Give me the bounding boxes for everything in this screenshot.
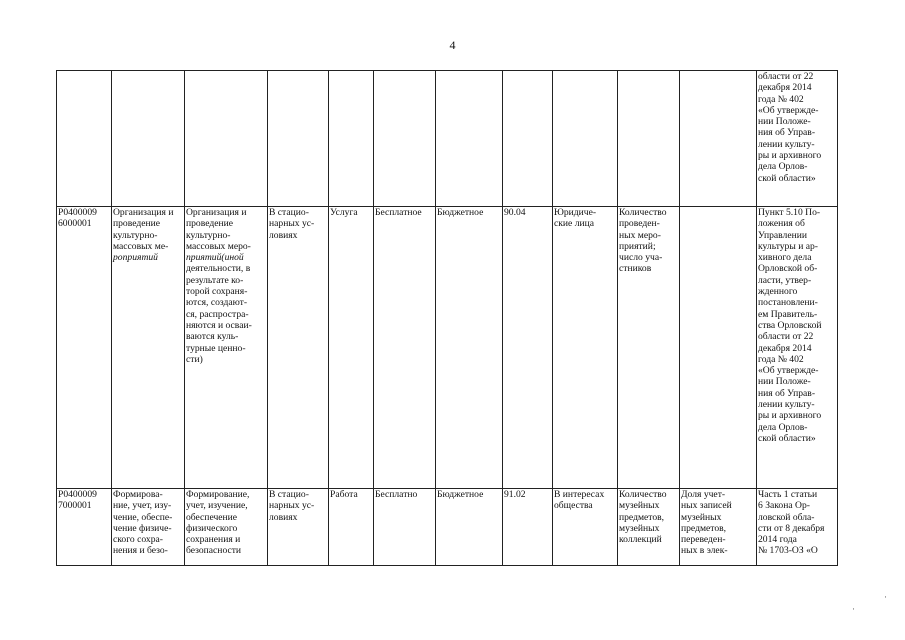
cell-okved: 91.02 xyxy=(503,489,553,566)
table-row xyxy=(57,71,838,207)
cell-volume-indicators xyxy=(618,71,680,207)
table-row xyxy=(57,207,838,489)
cell-okved xyxy=(503,71,553,207)
cell-institution-type xyxy=(436,71,503,207)
cell-quality-indicators: Доля учет- ных записей музейных предметов, переведен- ных в элек- xyxy=(680,489,757,566)
cell-name xyxy=(112,71,185,207)
cell-code: Р0400009 7000001 xyxy=(57,489,112,566)
cell-name: Формирова- ние, учет, изу- чение, обеспе- чение физиче- ского сохра- нения и безо- xyxy=(112,489,185,566)
cell-consumers: В интересах общества xyxy=(553,489,618,566)
cell-conditions: В стацио- нарных ус- ловиях xyxy=(268,489,329,566)
cell-legal-basis: Часть 1 статьи 6 Закона Ор- ловской обла- сти от 8 декабря 2014 года № 1703-ОЗ «О xyxy=(757,489,838,566)
cell-quality-indicators xyxy=(680,71,757,207)
scan-speck: · xyxy=(884,592,887,602)
cell-payment xyxy=(374,71,436,207)
cell-volume-indicators: Количество проведен- ных меро- приятий; число уча- стников xyxy=(618,207,680,489)
cell-consumers: Юридиче- ские лица xyxy=(553,207,618,489)
cell-legal-basis: Пункт 5.10 По- ложения об Управлении культуры и ар- хивного дела Орловской об- ласти, утвер- жденного постановлени- ем Правитель- ства Орловской области от 22 декабря 2014 года № 402 «Об утвержде- нии Положе- ния об Управ- лении культу- ры и архивного дела Орлов- ской области» xyxy=(757,207,838,489)
cell-content xyxy=(185,71,268,207)
cell-quality-indicators xyxy=(680,207,757,489)
services-table xyxy=(56,70,838,566)
cell-okved: 90.04 xyxy=(503,207,553,489)
scan-speck: · xyxy=(852,604,855,614)
cell-volume-indicators: Количество музейных предметов, музейных коллекций xyxy=(618,489,680,566)
cell-type: Услуга xyxy=(329,207,374,489)
cell-payment: Бесплатное xyxy=(374,207,436,489)
cell-code xyxy=(57,71,112,207)
cell-type: Работа xyxy=(329,489,374,566)
cell-content: Формирование, учет, изучение, обеспечение физического сохранения и безопасности xyxy=(185,489,268,566)
table-row xyxy=(57,489,838,566)
cell-payment: Бесплатно xyxy=(374,489,436,566)
cell-type xyxy=(329,71,374,207)
cell-institution-type: Бюджетное xyxy=(436,489,503,566)
cell-conditions xyxy=(268,71,329,207)
cell-name: Организация и проведение культурно- массовых ме- роприятий xyxy=(112,207,185,489)
cell-legal-basis: области от 22 декабря 2014 года № 402 «Об утвержде- нии Положе- ния об Управ- лении культу- ры и архивного дела Орлов- ской области» xyxy=(757,71,838,207)
cell-institution-type: Бюджетное xyxy=(436,207,503,489)
cell-conditions: В стацио- нарных ус- ловиях xyxy=(268,207,329,489)
cell-code: Р0400009 6000001 xyxy=(57,207,112,489)
cell-content: Организация и проведение культурно- массовых меро- приятий(иной деятельности, в результате ко- торой сохраня- ются, создают- ся, распростра- няются и осваи- ваются куль- турные ценно- сти) xyxy=(185,207,268,489)
cell-consumers xyxy=(553,71,618,207)
page-number: 4 xyxy=(449,38,456,52)
